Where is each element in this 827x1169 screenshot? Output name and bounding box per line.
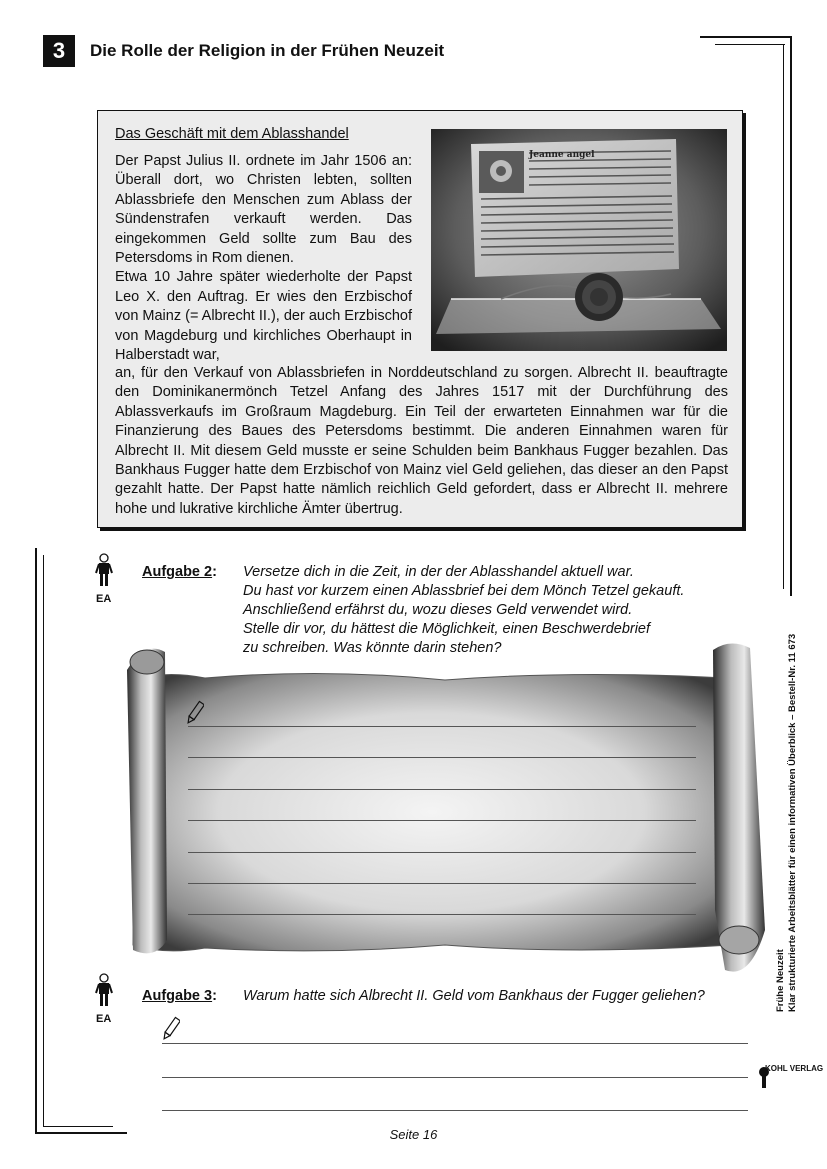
indulgence-letter-photo [431, 129, 727, 351]
publisher-sidebar [775, 612, 815, 1012]
corner-line-top-h1 [700, 36, 792, 38]
pencil-icon [162, 1016, 180, 1042]
task2-line: Versetze dich in die Zeit, in der der Ablasshandel aktuell war. [243, 564, 634, 580]
parchment-scroll [125, 640, 770, 975]
answer-line[interactable] [162, 1077, 748, 1078]
writing-line[interactable] [188, 789, 696, 790]
paragraph-2: Etwa 10 Jahre später wiederholte der Papst Leo X. den Auftrag. Er wies den Erzbischof von Mainz (= Albrecht II.), der auch Erzbischof von Magdeburg und kirchliches Oberhaupt in Halberstadt war, [115, 269, 412, 364]
writing-line[interactable] [188, 757, 696, 758]
pencil-icon [186, 700, 204, 726]
paragraph-3: an, für den Verkauf von Ablassbriefen in Norddeutschland zu sorgen. Albrecht II. beauftragte den Dominikanermönch Tetzel Anfang des Jahres 1517 mit der Durchführung des Ablassverkaufs im Großraum Magdeburg. Ein Teil der erwarteten Einnahmen war für die Finanzierung des Baues des Petersdoms bestimmt. Die anderen Einnahmen waren für Albrecht II. Mit diesem Geld musste er seine Schulden beim Bankhaus Fugger bezahlen. Das Bankhaus Fugger hatte dem Erzbischof von Mainz viel Geld geliehen, das dieser an den Papst gezahlt hatte. Der Papst hatte nämlich reichlich Geld gefordert, dass er Albrecht II. mehrere hohe und lukrative kirchliche Ämter übertrug. [115, 365, 728, 517]
indulgence-photo-image [431, 129, 727, 351]
chapter-number: 3 [43, 35, 75, 67]
writing-line[interactable] [188, 914, 696, 915]
task2-line: zu schreiben. Was könnte darin stehen? [243, 640, 502, 656]
photo-letter-heading: Jeanne angel [529, 150, 595, 160]
sidebar-series: Frühe Neuzeit [775, 949, 786, 1012]
page-number: Seite 16 [389, 1127, 438, 1142]
ea-label: EA [96, 1013, 112, 1025]
paragraph-1: Der Papst Julius II. ordnete im Jahr 1506 an: Überall dort, wo Christen lebten, sollten Ablassbriefe den Menschen zum Ablass der Sündenstrafen verkauft werden. Das eingekommen Geld sollte zum Bau des Petersdoms in Rom dienen. [115, 153, 412, 267]
answer-line[interactable] [162, 1043, 748, 1044]
chapter-title: Die Rolle der Religion in der Frühen Neuzeit [90, 41, 445, 60]
person-icon [95, 553, 113, 587]
task2-header [142, 563, 217, 581]
task2-label: Aufgabe 2 [142, 564, 213, 580]
writing-line[interactable] [188, 820, 696, 821]
ea-label: EA [96, 593, 112, 605]
writing-line[interactable] [188, 726, 696, 727]
task2-line: Stelle dir vor, du hättest die Möglichkeit, einen Beschwerdebrief [243, 621, 651, 637]
writing-line[interactable] [188, 883, 696, 884]
corner-line-top-v1 [790, 36, 792, 596]
corner-line-bottom-v1 [35, 548, 37, 1134]
person-icon [95, 973, 113, 1007]
info-text-wide [115, 364, 728, 519]
task3-question: Warum hatte sich Albrecht II. Geld vom Bankhaus der Fugger geliehen? [243, 988, 705, 1004]
answer-line[interactable] [162, 1110, 748, 1111]
corner-line-top-h2 [715, 44, 785, 45]
task2-line: Anschließend erfährst du, wozu dieses Geld verwendet wird. [243, 602, 633, 618]
corner-line-top-v2 [783, 44, 784, 589]
task2-colon: : [212, 564, 217, 580]
info-box-title: Das Geschäft mit dem Ablasshandel [115, 126, 349, 142]
task3-colon: : [212, 988, 217, 1004]
task3-header [142, 987, 217, 1005]
writing-line[interactable] [188, 852, 696, 853]
info-text-narrow [115, 152, 412, 365]
publisher-logo-text: KOHL VERLAG [765, 1064, 824, 1073]
sidebar-text [775, 612, 799, 1012]
corner-line-bottom-v2 [43, 555, 44, 1127]
task3-label: Aufgabe 3 [142, 988, 213, 1004]
task2-line: Du hast vor kurzem einen Ablassbrief bei dem Mönch Tetzel gekauft. [243, 583, 685, 599]
sidebar-description: Klar strukturierte Arbeitsblätter für einen informativen Überblick – Bestell-Nr. 11 673 [787, 633, 798, 1012]
